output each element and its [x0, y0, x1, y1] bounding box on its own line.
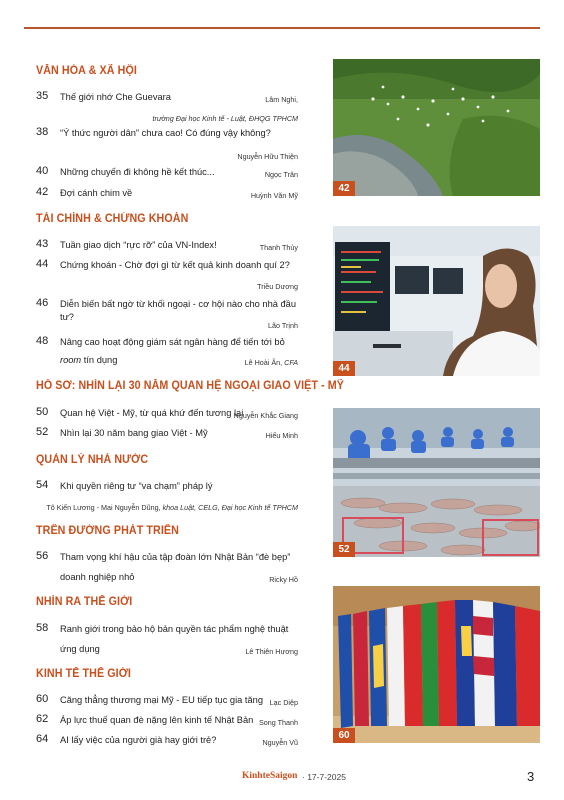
photo-stock-trader: [333, 226, 540, 376]
page-number: 60: [36, 693, 49, 705]
page-number: 58: [36, 622, 49, 634]
section-heading: KINH TẾ THẾ GIỚI: [36, 668, 131, 680]
top-rule: [24, 27, 540, 29]
toc-entry[interactable]: [36, 126, 298, 161]
article-author: Ricky Hồ: [269, 575, 298, 584]
article-title-line2: ứng dụng: [60, 644, 100, 654]
article-author: Lão Trịnh: [268, 321, 298, 330]
article-author: Thanh Thủy: [259, 243, 298, 252]
article-author: Triều Dương: [257, 282, 298, 291]
photo-fish-factory: [333, 408, 540, 557]
author-affiliation: trường Đại học Kinh tế - Luật, ĐHQG TPHCM: [152, 114, 298, 123]
article-title: Quan hệ Việt - Mỹ, từ quá khứ đến tương lai: [60, 408, 244, 418]
article-title-line2: room tín dụng: [60, 355, 118, 365]
page-number: 46: [36, 297, 49, 309]
page-number: 50: [36, 406, 49, 418]
toc-entry[interactable]: [36, 693, 298, 707]
page-number: 64: [36, 733, 49, 745]
page-number: 44: [36, 258, 49, 270]
toc-entry[interactable]: [36, 406, 298, 420]
toc-entry[interactable]: [36, 479, 298, 512]
article-author: Nguyễn Khắc Giang: [233, 411, 298, 420]
article-author: Lê Hoài Ân, CFA: [244, 358, 298, 367]
article-author: Huỳnh Văn Mỹ: [250, 191, 298, 200]
photo-page-label: 60: [333, 728, 355, 743]
article-title: Áp lực thuế quan đè nặng lên kinh tế Nhật Bản: [60, 715, 254, 725]
wetland-illustration: [333, 59, 540, 196]
photo-page-label: 52: [333, 542, 355, 557]
section-heading: QUẢN LÝ NHÀ NƯỚC: [36, 454, 149, 466]
photo-page-label: 44: [333, 361, 355, 376]
photo-wetland-birds: [333, 59, 540, 196]
page-number: 52: [36, 426, 49, 438]
toc-entry[interactable]: [36, 238, 298, 252]
article-title: Những chuyến đi không hề kết thúc...: [60, 167, 215, 177]
article-author: Lâm Nghi,: [265, 95, 298, 104]
toc-entry[interactable]: [36, 733, 298, 747]
magazine-logo: KinhteSaigon: [242, 771, 298, 781]
toc-entry[interactable]: [36, 297, 298, 330]
page-number: 38: [36, 126, 49, 138]
page-number: 35: [36, 90, 49, 102]
page-number: 56: [36, 550, 49, 562]
flags-illustration: [333, 586, 540, 743]
article-title: Chứng khoán - Chờ đợi gì từ kết quả kinh doanh quí 2?: [60, 260, 290, 270]
section-heading: HỒ SƠ: NHÌN LẠI 30 NĂM QUAN HỆ NGOẠI GIAO VIỆT - MỸ: [36, 380, 345, 392]
article-title: Thế giới nhớ Che Guevara: [60, 92, 171, 102]
article-author: Tô Kiến Lương - Mai Nguyễn Dũng, khoa Luật, CELG, Đại học Kinh tế TPHCM: [46, 503, 298, 512]
article-title: Diễn biến bất ngờ từ khối ngoại - cơ hội nào cho nhà đầu tư?: [60, 299, 297, 322]
page-number: 43: [36, 238, 49, 250]
section-heading: TÀI CHÍNH & CHỨNG KHOÁN: [36, 213, 189, 225]
article-author: Nguyễn Hữu Thiện: [237, 152, 298, 161]
article-author: Song Thanh: [258, 718, 298, 727]
toc-entry[interactable]: [36, 622, 298, 656]
article-author: Ngọc Trân: [264, 170, 298, 179]
article-title: Tuần giao dịch “rực rỡ” của VN-Index!: [60, 240, 217, 250]
toc-entry[interactable]: [36, 335, 298, 365]
section-heading: TRÊN ĐƯỜNG PHÁT TRIỂN: [36, 525, 179, 537]
section-heading: NHÌN RA THẾ GIỚI: [36, 596, 133, 608]
article-title: Khi quyền riêng tư “va chạm” pháp lý: [60, 481, 213, 491]
article-title: Tham vọng khí hậu của tập đoàn lớn Nhật Bản “đè bẹp”: [60, 552, 291, 562]
page-number: 54: [36, 479, 49, 491]
article-title: Ranh giới trong bảo hộ bản quyền tác phẩm nghệ thuật: [60, 624, 289, 634]
article-author: Lạc Diệp: [269, 698, 298, 707]
toc-entry[interactable]: [36, 550, 298, 584]
page-footer: [0, 771, 564, 785]
article-title-line2: doanh nghiệp nhỏ: [60, 572, 135, 582]
toc-entry[interactable]: [36, 90, 298, 123]
toc-entry[interactable]: [36, 713, 298, 727]
page-number: 40: [36, 165, 49, 177]
article-title: Đợi cánh chim về: [60, 188, 133, 198]
photo-page-label: 42: [333, 181, 355, 196]
factory-illustration: [333, 408, 540, 557]
article-title: Nâng cao hoạt động giám sát ngân hàng để tiến tới bỏ: [60, 337, 285, 347]
page-number: 48: [36, 335, 49, 347]
section-heading: VĂN HÓA & XÃ HỘI: [36, 65, 137, 77]
page-number-footer: 3: [527, 769, 535, 784]
article-title: AI lấy việc của người già hay giới trẻ?: [60, 735, 217, 745]
article-author: Nguyễn Vũ: [262, 738, 298, 747]
article-author: Lê Thiên Hương: [245, 647, 298, 656]
article-title: “Ý thức người dân” chưa cao! Có đúng vậy không?: [60, 128, 271, 138]
article-author: Hiếu Minh: [265, 431, 298, 440]
trader-illustration: [333, 226, 540, 376]
article-title: Căng thẳng thương mại Mỹ - EU tiếp tục gia tăng: [60, 695, 264, 705]
toc-entry[interactable]: [36, 258, 298, 291]
photo-flags: [333, 586, 540, 743]
toc-entry[interactable]: [36, 165, 298, 179]
page-number: 42: [36, 186, 49, 198]
issue-date: · 17-7-2025: [302, 772, 346, 782]
toc-entry[interactable]: [36, 426, 298, 440]
page-number: 62: [36, 713, 49, 725]
toc-entry[interactable]: [36, 186, 298, 200]
article-title: Nhìn lại 30 năm bang giao Việt - Mỹ: [60, 428, 208, 438]
